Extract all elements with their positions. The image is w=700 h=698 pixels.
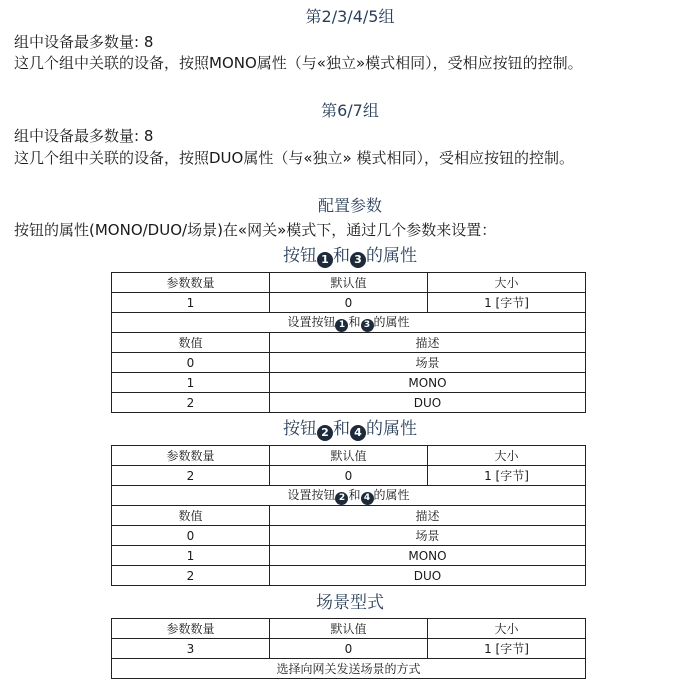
table1-title: 按钮 1 和 3 的属性	[283, 246, 417, 266]
table-description-cell: 选择向网关发送场景的方式	[112, 659, 586, 679]
table-row	[112, 466, 586, 486]
table-header-row	[112, 446, 586, 466]
table-cell: 1 [字节]	[428, 639, 586, 659]
table-header-cell: 大小	[428, 446, 586, 466]
table-row	[112, 566, 586, 586]
table-subtitle-cell: 设置按钮 2 和 4 的属性	[112, 486, 586, 506]
button-1-3-attributes-table	[111, 272, 586, 413]
table-header-cell: 描述	[270, 506, 586, 526]
section-title-groups-2-5: 第2/3/4/5组	[305, 7, 395, 26]
scene-type-table	[111, 618, 586, 679]
number-badge-icon: 3	[361, 319, 374, 332]
table-cell: 0	[270, 293, 428, 313]
table-cell: DUO	[270, 566, 586, 586]
groups-2-5-description: 这几个组中关联的设备，按照MONO属性（与«独立»模式相同），受相应按钮的控制。	[14, 54, 583, 72]
table-cell: 0	[112, 353, 270, 373]
table-row	[112, 659, 586, 679]
table-header-cell: 参数数量	[112, 273, 270, 293]
table-header-cell: 大小	[428, 619, 586, 639]
section-title-groups-6-7: 第6/7组	[321, 101, 379, 120]
table-header-cell: 默认值	[270, 273, 428, 293]
table-row	[112, 526, 586, 546]
table-header-cell: 大小	[428, 273, 586, 293]
number-badge-icon: 4	[350, 425, 366, 441]
table-row	[112, 373, 586, 393]
number-badge-icon: 4	[361, 492, 374, 505]
number-badge-icon: 3	[350, 252, 366, 268]
table-row	[112, 393, 586, 413]
table-header-cell: 默认值	[270, 619, 428, 639]
table3-title: 场景型式	[316, 593, 384, 613]
section-title-config: 配置参数	[317, 196, 382, 215]
table-header-cell: 参数数量	[112, 446, 270, 466]
number-badge-icon: 2	[317, 425, 333, 441]
groups-6-7-description: 这几个组中关联的设备，按照DUO属性（与«独立» 模式相同），受相应按钮的控制。	[14, 149, 574, 167]
table-cell: MONO	[270, 373, 586, 393]
number-badge-icon: 1	[335, 319, 348, 332]
table-cell: MONO	[270, 546, 586, 566]
table-header-row	[112, 273, 586, 293]
table-header-cell: 默认值	[270, 446, 428, 466]
table-row	[112, 546, 586, 566]
table-header-cell: 数值	[112, 333, 270, 353]
number-badge-icon: 1	[317, 252, 333, 268]
table-cell: 2	[112, 393, 270, 413]
table-cell: 0	[112, 526, 270, 546]
table-cell: 0	[270, 466, 428, 486]
table-cell: 0	[270, 639, 428, 659]
button-2-4-attributes-table	[111, 445, 586, 586]
config-intro: 按钮的属性(MONO/DUO/场景)在«网关»模式下，通过几个参数来设置：	[14, 221, 497, 239]
table-row	[112, 639, 586, 659]
table-cell: 场景	[270, 526, 586, 546]
table-cell: 1 [字节]	[428, 293, 586, 313]
table-cell: 1	[112, 373, 270, 393]
table-header-row	[112, 619, 586, 639]
table-header-cell: 参数数量	[112, 619, 270, 639]
table-cell: 2	[112, 566, 270, 586]
table-header-cell: 数值	[112, 506, 270, 526]
max-devices-text: 组中设备最多数量: 8	[14, 127, 154, 145]
table-subtitle-cell: 设置按钮 1 和 3 的属性	[112, 313, 586, 333]
table-cell: 场景	[270, 353, 586, 373]
table-row	[112, 353, 586, 373]
table-header-row	[112, 333, 586, 353]
table-cell: 1	[112, 546, 270, 566]
table-cell: 1 [字节]	[428, 466, 586, 486]
table-cell: 2	[112, 466, 270, 486]
max-devices-text: 组中设备最多数量: 8	[14, 33, 154, 51]
table-cell: 3	[112, 639, 270, 659]
table-header-cell: 描述	[270, 333, 586, 353]
table-cell: 1	[112, 293, 270, 313]
table-header-row	[112, 506, 586, 526]
number-badge-icon: 2	[335, 492, 348, 505]
table-row	[112, 293, 586, 313]
table-row	[112, 486, 586, 506]
table-row	[112, 313, 586, 333]
table-cell: DUO	[270, 393, 586, 413]
table2-title: 按钮 2 和 4 的属性	[283, 419, 417, 439]
